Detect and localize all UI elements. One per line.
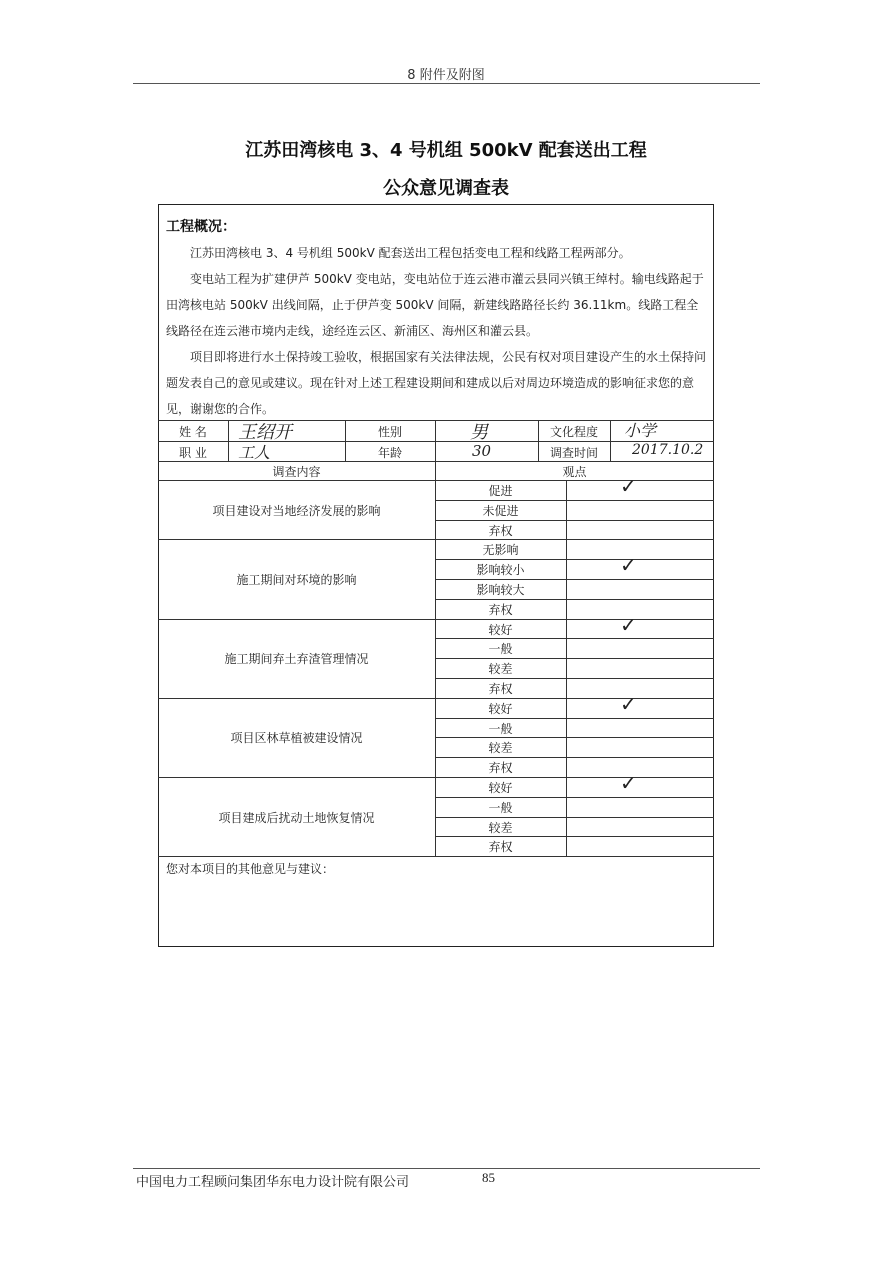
other-opinions-label: 您对本项目的其他意见与建议： (166, 862, 335, 876)
option-divider (435, 757, 714, 758)
info-divider (610, 420, 611, 461)
check-mark-icon: ✓ (620, 474, 637, 498)
age-label: 年龄 (377, 446, 402, 460)
option-divider (435, 817, 714, 818)
overview-paragraph-1: 江苏田湾核电 3、4 号机组 500kV 配套送出工程包括变电工程和线路工程两部分。 (190, 246, 631, 260)
survey-option: 一般 (488, 721, 513, 736)
check-mark-icon: ✓ (620, 612, 637, 637)
date-label: 调查时间 (549, 446, 598, 460)
check-mark-icon: ✓ (620, 553, 637, 578)
option-divider (435, 718, 714, 719)
survey-option: 影响较大 (476, 583, 525, 597)
option-divider (435, 658, 714, 659)
survey-option: 一般 (488, 800, 513, 815)
overview-heading: 工程概况： (166, 219, 236, 235)
survey-question: 施工期间弃土弃渣管理情况 (224, 652, 369, 667)
option-divider (435, 678, 714, 679)
opinion-column-header: 观点 (562, 465, 587, 479)
check-mark-icon: ✓ (620, 771, 637, 795)
survey-option: 较差 (488, 820, 513, 835)
gender-label: 性别 (377, 425, 402, 439)
info-divider (228, 420, 229, 461)
age-value: 30 (472, 442, 492, 460)
document-subtitle: 公众意见调查表 (383, 178, 509, 199)
option-divider (435, 638, 714, 639)
document-title: 江苏田湾核电 3、4 号机组 500kV 配套送出工程 (245, 140, 647, 161)
content-column-header: 调查内容 (272, 465, 321, 479)
survey-option: 弃权 (488, 523, 513, 538)
section-header: 8 附件及附图 (407, 68, 485, 83)
survey-option: 较好 (488, 701, 513, 716)
survey-option: 弃权 (488, 840, 513, 855)
survey-option: 一般 (488, 642, 513, 657)
option-divider (435, 797, 714, 798)
header-rule (133, 83, 760, 84)
survey-option: 较差 (488, 662, 513, 677)
education-value: 小学 (624, 421, 657, 440)
survey-option: 无影响 (482, 543, 519, 558)
survey-option: 影响较小 (476, 563, 525, 578)
option-divider (435, 737, 714, 738)
overview-paragraph-3: 项目即将进行水土保持竣工验收，根据国家有关法律法规，公民有权对项目建设产生的水土保持问题发表自己的意见或建议。现在针对上述工程建设期间和建成以后对周边环境造成的影响征求您的意见，谢谢您的合作。 (166, 350, 707, 416)
survey-option: 弃权 (488, 761, 513, 776)
option-divider (435, 520, 714, 521)
option-divider (435, 500, 714, 501)
footer-rule (133, 1168, 760, 1169)
check-mark-icon: ✓ (620, 691, 637, 716)
survey-option: 较差 (488, 741, 513, 756)
date-value: 2017.10.2 (632, 442, 704, 458)
question-divider (158, 539, 714, 540)
overview-paragraph-2: 变电站工程为扩建伊芦 500kV 变电站，变电站位于连云港市灌云县同兴镇王绰村。输电线路起于田湾核电站 500kV 出线间隔，止于伊芦变 500kV 间隔，新建线路路径长约 36.11km。线路工程全线路径在连云港市境内走线，途经连云区、新浦区、海州区和灌云县。 (166, 272, 704, 338)
survey-option-divider (566, 480, 567, 856)
footer-company: 中国电力工程顾问集团华东电力设计院有限公司 (136, 1174, 410, 1189)
survey-option: 较好 (488, 622, 513, 637)
info-divider (435, 420, 436, 461)
gender-value: 男 (470, 422, 488, 443)
job-label: 职 业 (179, 446, 207, 460)
option-divider (435, 836, 714, 837)
survey-question: 项目建设对当地经济发展的影响 (212, 503, 381, 518)
name-value: 王绍开 (238, 422, 292, 443)
name-label: 姓 名 (179, 425, 207, 439)
option-divider (435, 559, 714, 560)
other-opinions-line (158, 856, 714, 857)
option-divider (435, 599, 714, 600)
survey-question: 项目区林草植被建设情况 (230, 731, 363, 746)
option-divider (435, 579, 714, 580)
page-number: 85 (482, 1170, 495, 1185)
survey-option: 促进 (488, 484, 513, 498)
survey-option: 未促进 (482, 503, 519, 518)
survey-question: 项目建成后扰动土地恢复情况 (218, 810, 375, 825)
survey-option: 较好 (488, 781, 513, 795)
education-label: 文化程度 (549, 425, 598, 439)
survey-question: 施工期间对环境的影响 (236, 573, 357, 587)
job-value: 工人 (238, 443, 271, 462)
survey-option: 弃权 (488, 602, 513, 617)
survey-option: 弃权 (488, 682, 513, 696)
